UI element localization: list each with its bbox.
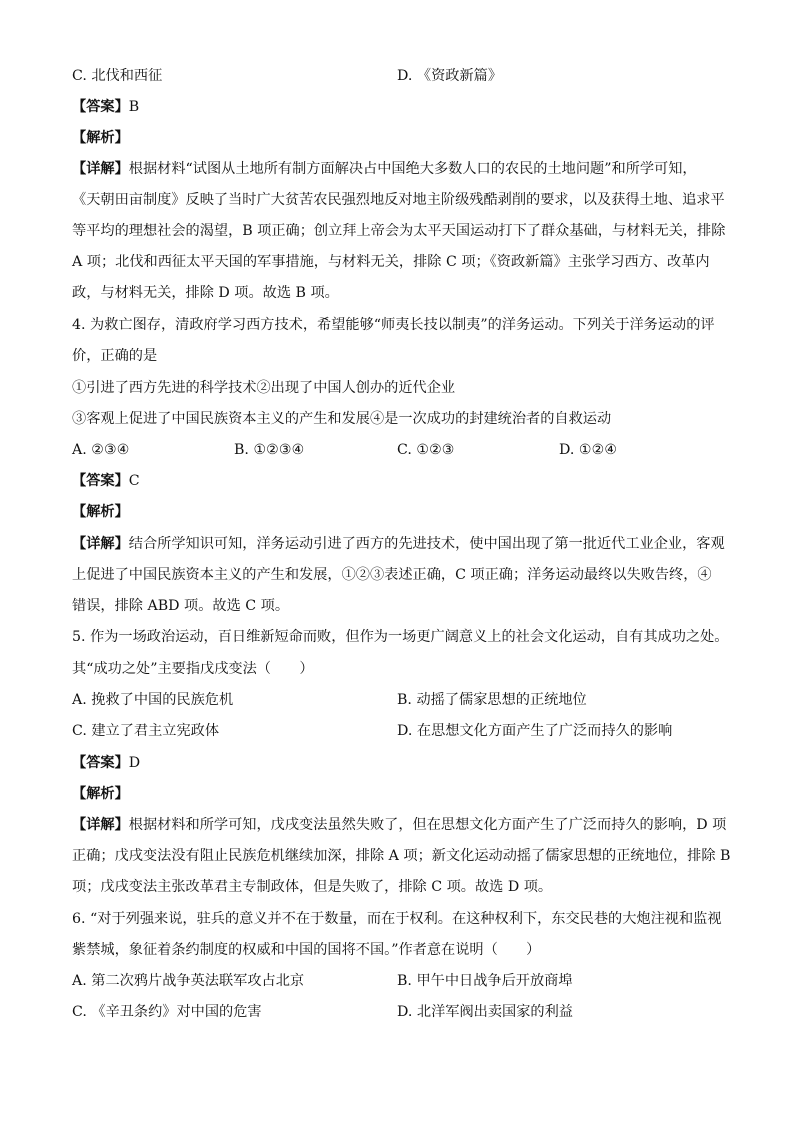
q6-option-c: C. 《辛丑条约》对中国的危害 [72,1004,262,1020]
q5-answer-line [72,754,732,772]
q4-stem-line-1: 4. 为救亡图存，清政府学习西方技术，希望能够“师夷长技以制夷”的洋务运动。下列关于洋务运动的评 [72,317,715,333]
answer-tag: 【答案】 [72,99,129,115]
q4-option-b: B. ①②③④ [234,442,305,458]
q6-option-d: D. 北洋军阀出卖国家的利益 [397,1004,573,1020]
detail-text: 根据材料和所学可知，戊戌变法虽然失败了，但在思想文化方面产生了广泛而持久的影响，D 项 [128,817,727,833]
answer-tag: 【答案】 [72,755,129,771]
analysis-tag: 【解析】 [72,504,129,520]
q4-answer-line [72,472,732,490]
q6-stem-line-2: 紫禁城，象征着条约制度的权威和中国的国将不国。”作者意在说明（ ） [72,942,541,958]
q3-detail-line-1 [72,160,732,178]
q4-option-d: D. ①②④ [559,442,618,458]
detail-tag: 【详解】 [72,161,129,177]
q5-detail-line-1 [72,816,732,834]
detail-text: 根据材料“试图从土地所有制方面解决占中国绝大多数人口的农民的土地问题”和所学可知， [128,161,697,177]
q4-detail-line-3: 错误，排除 ABD 项。故选 C 项。 [72,598,290,614]
q4-detail-line-2: 上促进了中国民族资本主义的产生和发展，①②③表述正确，C 项正确；洋务运动最终以失败告终，④ [72,567,712,583]
answer-value: D [128,755,141,771]
detail-tag: 【详解】 [72,817,129,833]
q5-option-a: A. 挽救了中国的民族危机 [72,692,234,708]
q4-statement-line-2: ③客观上促进了中国民族资本主义的产生和发展④是一次成功的封建统治者的自救运动 [72,411,612,427]
q4-option-a: A. ②③④ [72,442,130,458]
q3-detail-line-4: A 项；北伐和西征太平天国的军事措施，与材料无关，排除 C 项；《资政新篇》主张学习西方、改革内 [72,254,710,270]
q3-answer-line [72,98,732,116]
q3-detail-line-2: 《天朝田亩制度》反映了当时广大贫苦农民强烈地反对地主阶级残酷剥削的要求，以及获得土地、追求平 [72,192,725,208]
q3-option-c: C. 北伐和西征 [72,68,163,84]
q5-option-b: B. 动摇了儒家思想的正统地位 [397,692,587,708]
q5-analysis-tag [72,785,732,803]
q3-option-d: D. 《资政新篇》 [397,68,503,84]
q6-stem-line-1: 6. “对于列强来说，驻兵的意义并不在于数量，而在于权利。在这种权利下，东交民巷的大炮注视和监视 [72,911,722,927]
q4-analysis-tag [72,503,732,521]
analysis-tag: 【解析】 [72,786,129,802]
q4-detail-line-1 [72,535,732,553]
q3-detail-line-5: 政，与材料无关，排除 D 项。故选 B 项。 [72,285,339,301]
detail-text: 结合所学知识可知，洋务运动引进了西方的先进技术，使中国出现了第一批近代工业企业，客观 [128,536,725,552]
q6-option-a: A. 第二次鸦片战争英法联军攻占北京 [72,973,305,989]
answer-tag: 【答案】 [72,473,129,489]
analysis-tag: 【解析】 [72,130,129,146]
answer-value: C [128,473,140,489]
q5-detail-line-3: 项；戊戌变法主张改革君主专制政体，但是失败了，排除 C 项。故选 D 项。 [72,879,553,895]
q6-option-b: B. 甲午中日战争后开放商埠 [397,973,573,989]
q4-statement-line-1: ①引进了西方先进的科学技术②出现了中国人创办的近代企业 [72,380,456,396]
q4-stem-line-2: 价，正确的是 [72,348,158,364]
detail-tag: 【详解】 [72,536,129,552]
answer-value: B [128,99,140,115]
q3-detail-line-3: 等平均的理想社会的渴望，B 项正确；创立拜上帝会为太平天国运动打下了群众基础，与材料无关，排除 [72,223,726,239]
q5-stem-line-2: 其“成功之处”主要指戊戌变法（ ） [72,661,314,677]
q5-option-d: D. 在思想文化方面产生了广泛而持久的影响 [397,723,673,739]
q5-stem-line-1: 5. 作为一场政治运动，百日维新短命而败，但作为一场更广阔意义上的社会文化运动，自有其成功之处。 [72,629,729,645]
q4-option-c: C. ①②③ [397,442,455,458]
q5-detail-line-2: 正确；戊戌变法没有阻止民族危机继续加深，排除 A 项；新文化运动动摇了儒家思想的正统地位，排除 B [72,848,731,864]
q5-option-c: C. 建立了君主立宪政体 [72,723,220,739]
q3-analysis-tag [72,129,732,147]
